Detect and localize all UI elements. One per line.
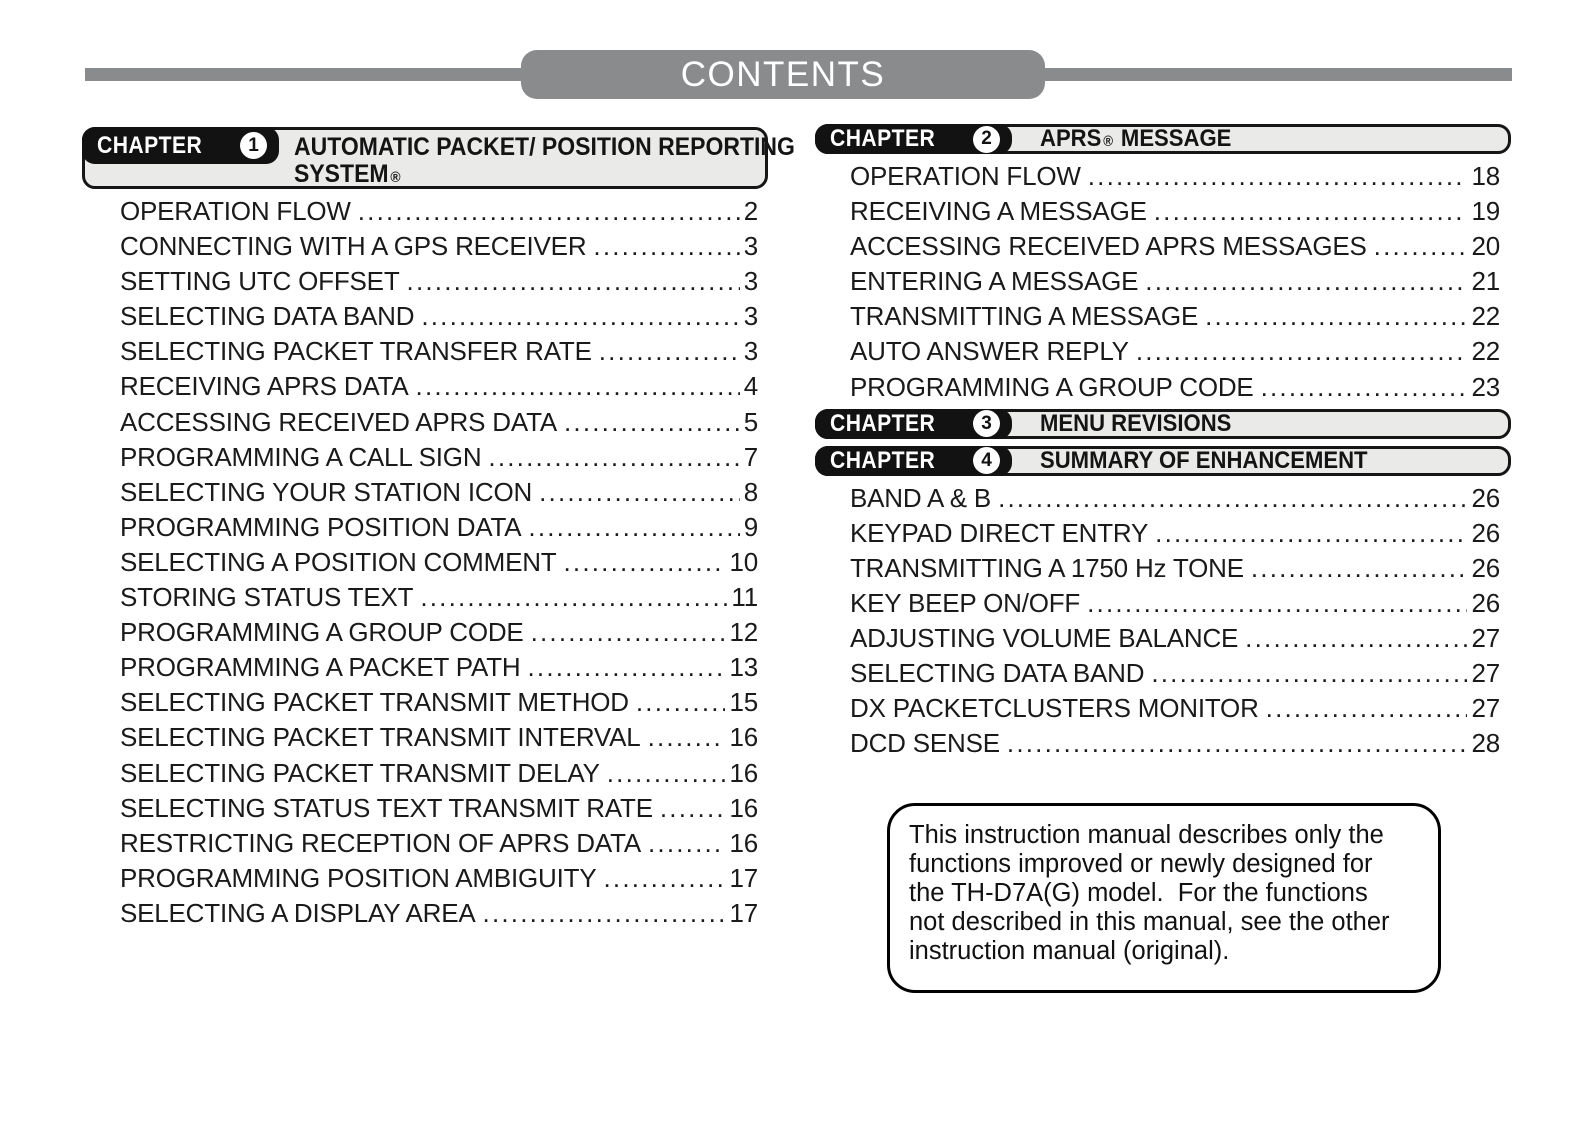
toc-page-number: 10: [729, 546, 758, 577]
toc-entry-label: PROGRAMMING POSITION DATA: [120, 511, 522, 542]
toc-entry: [82, 615, 768, 650]
toc-page-number: 27: [1471, 623, 1500, 654]
toc-entry-label: RECEIVING APRS DATA: [120, 371, 409, 402]
toc-entry-label: STORING STATUS TEXT: [120, 582, 414, 613]
toc-entry-label: SELECTING STATUS TEXT TRANSMIT RATE: [120, 792, 653, 823]
toc-page-number: 17: [729, 897, 758, 928]
toc-entry: [815, 621, 1511, 656]
toc-page-number: 26: [1471, 517, 1500, 548]
chapter-badge-label: CHAPTER: [830, 446, 936, 474]
toc-entry: [815, 159, 1511, 194]
toc-page-number: 27: [1471, 693, 1500, 724]
dot-leader: [416, 369, 740, 404]
toc-entry: [815, 194, 1511, 229]
toc-entry: [82, 826, 768, 861]
toc-entry-label: RESTRICTING RECEPTION OF APRS DATA: [120, 827, 641, 858]
toc-entry-label: KEYPAD DIRECT ENTRY: [850, 517, 1149, 548]
chapter-4-badge: [815, 446, 1012, 476]
toc-entry: [815, 726, 1511, 761]
dot-leader: [564, 405, 740, 440]
toc-entry-label: SELECTING A DISPLAY AREA: [120, 897, 476, 928]
toc-entry: [82, 685, 768, 720]
chapter-1-title-line2: [294, 161, 795, 191]
toc-entry: [82, 791, 768, 826]
toc-page-number: 21: [1471, 266, 1500, 297]
toc-entry: [815, 264, 1511, 299]
toc-entry-label: TRANSMITTING A 1750 Hz TONE: [850, 552, 1244, 583]
toc-page-number: 4: [743, 371, 758, 402]
registered-trademark-icon: ®: [1103, 134, 1113, 150]
dot-leader: [1374, 229, 1468, 264]
dot-leader: [593, 229, 739, 264]
toc-page-number: 22: [1471, 301, 1500, 332]
chapter-1-title-line1: AUTOMATIC PACKET/ POSITION REPORTING: [294, 133, 795, 161]
toc-entry: [82, 229, 768, 264]
toc-entry: [815, 229, 1511, 264]
toc-entry-label: SELECTING YOUR STATION ICON: [120, 476, 533, 507]
toc-entry-label: SELECTING PACKET TRANSMIT DELAY: [120, 757, 600, 788]
toc-entry-label: SELECTING DATA BAND: [120, 301, 415, 332]
toc-entry: [82, 475, 768, 510]
dot-leader: [539, 475, 740, 510]
toc-entry-label: TRANSMITTING A MESSAGE: [850, 301, 1199, 332]
toc-entry: [82, 369, 768, 404]
toc-page-number: 19: [1471, 196, 1500, 227]
toc-page-number: 26: [1471, 552, 1500, 583]
toc-entry: [82, 194, 768, 229]
dot-leader: [531, 615, 726, 650]
toc-entry: [82, 299, 768, 334]
toc-page-number: 13: [729, 652, 758, 683]
dot-leader: [563, 545, 725, 580]
chapter-1-title: [294, 134, 795, 191]
toc-entry-label: SELECTING PACKET TRANSFER RATE: [120, 336, 592, 367]
toc-entry: [82, 580, 768, 615]
chapter-2-title-rest: MESSAGE: [1114, 125, 1232, 152]
dot-leader: [1261, 370, 1468, 405]
dot-leader: [407, 264, 740, 299]
dot-leader: [1136, 334, 1468, 369]
toc-entry-label: SELECTING PACKET TRANSMIT INTERVAL: [120, 722, 641, 753]
dot-leader: [1145, 264, 1467, 299]
dot-leader: [488, 440, 739, 475]
toc-page-number: 2: [743, 196, 758, 226]
toc-entry-label: KEY BEEP ON/OFF: [850, 587, 1081, 618]
note-line: instruction manual (original).: [909, 937, 1230, 966]
toc-entry: [82, 756, 768, 791]
dot-leader: [648, 720, 726, 755]
toc-entry-label: BAND A & B: [850, 482, 992, 513]
toc-entry-label: OPERATION FLOW: [120, 196, 351, 226]
toc-entry-label: SELECTING PACKET TRANSMIT METHOD: [120, 687, 629, 718]
toc-entry-label: DCD SENSE: [850, 728, 1000, 759]
left-column: [82, 127, 795, 931]
toc-page-number: 11: [731, 582, 758, 613]
dot-leader: [648, 826, 726, 861]
chapter-4-header-box: [815, 446, 1511, 476]
chapter-2-entries: [815, 159, 1511, 405]
toc-entry: [82, 896, 768, 931]
toc-page-number: 7: [743, 441, 758, 472]
dot-leader: [358, 194, 740, 229]
dot-leader: [483, 896, 726, 931]
chapter-number: 4: [981, 449, 992, 471]
chapter-1-header-box: [82, 127, 795, 189]
dot-leader: [604, 861, 726, 896]
registered-trademark-icon: ®: [390, 169, 401, 186]
dot-leader: [599, 334, 740, 369]
toc-page-number: 22: [1471, 336, 1500, 367]
toc-entry: [815, 516, 1511, 551]
chapter-2-badge: [815, 124, 1012, 154]
dot-leader: [998, 481, 1467, 516]
toc-entry: [815, 481, 1511, 516]
toc-entry: [815, 299, 1511, 334]
toc-page-number: 16: [729, 722, 758, 753]
toc-page-number: 5: [743, 406, 758, 437]
note-box: [887, 803, 1441, 993]
chapter-badge-label: CHAPTER: [830, 125, 936, 152]
toc-page-number: 3: [743, 336, 758, 367]
toc-page-number: 26: [1471, 587, 1500, 618]
chapter-number-circle: [240, 132, 267, 159]
chapter-2-title-text: APRS: [1040, 125, 1102, 152]
dot-leader: [1151, 656, 1467, 691]
dot-leader: [607, 756, 726, 791]
dot-leader: [1251, 551, 1468, 586]
toc-entry-label: OPERATION FLOW: [850, 161, 1081, 191]
toc-entry-label: ACCESSING RECEIVED APRS DATA: [120, 406, 557, 437]
toc-page-number: 27: [1471, 658, 1500, 689]
toc-page-number: 20: [1471, 231, 1500, 262]
toc-entry: [82, 720, 768, 755]
toc-page-number: 15: [729, 687, 758, 718]
dot-leader: [1245, 621, 1467, 656]
dot-leader: [1266, 691, 1468, 726]
toc-entry-label: SELECTING DATA BAND: [850, 658, 1145, 689]
dot-leader: [527, 650, 725, 685]
toc-entry-label: ADJUSTING VOLUME BALANCE: [850, 623, 1239, 654]
toc-entry-label: PROGRAMMING A CALL SIGN: [120, 441, 482, 472]
right-column: [815, 124, 1511, 993]
chapter-badge-label: CHAPTER: [830, 409, 936, 437]
dot-leader: [528, 510, 739, 545]
toc-entry-label: ENTERING A MESSAGE: [850, 266, 1139, 297]
toc-page-number: 17: [729, 862, 758, 893]
toc-entry-label: SELECTING A POSITION COMMENT: [120, 546, 557, 577]
toc-entry-label: AUTO ANSWER REPLY: [850, 336, 1129, 367]
chapter-number: 3: [981, 412, 992, 434]
dot-leader: [1205, 299, 1467, 334]
toc-entry: [815, 656, 1511, 691]
toc-entry: [82, 510, 768, 545]
toc-page-number: 3: [743, 266, 758, 297]
chapter-2-header-box: [815, 124, 1511, 154]
note-line: functions improved or newly designed for: [909, 850, 1373, 879]
dot-leader: [1154, 194, 1468, 229]
note-line: the TH-D7A(G) model. For the functions: [909, 879, 1368, 908]
toc-entry: [82, 440, 768, 475]
chapter-1-entries: [82, 194, 768, 931]
toc-entry-label: RECEIVING A MESSAGE: [850, 196, 1147, 227]
chapter-badge-label: CHAPTER: [97, 131, 203, 159]
toc-entry-label: PROGRAMMING A GROUP CODE: [120, 617, 524, 648]
toc-entry: [82, 334, 768, 369]
toc-entry: [815, 586, 1511, 621]
toc-entry-label: CONNECTING WITH A GPS RECEIVER: [120, 231, 587, 262]
dot-leader: [1087, 586, 1467, 621]
toc-entry: [82, 650, 768, 685]
chapter-number: 1: [248, 134, 259, 156]
note-line: not described in this manual, see the other: [909, 908, 1390, 937]
toc-page-number: 16: [729, 757, 758, 788]
toc-page-number: 23: [1471, 371, 1500, 402]
toc-page-number: 3: [743, 231, 758, 262]
chapter-4-entries: [815, 481, 1511, 762]
chapter-number-circle: [973, 410, 1000, 437]
toc-page-number: 9: [743, 511, 758, 542]
toc-entry-label: PROGRAMMING A PACKET PATH: [120, 652, 521, 683]
page-title: CONTENTS: [521, 50, 1045, 99]
toc-page-number: 16: [729, 827, 758, 858]
toc-entry: [82, 405, 768, 440]
dot-leader: [1155, 516, 1467, 551]
toc-entry: [815, 551, 1511, 586]
toc-page-number: 8: [743, 476, 758, 507]
toc-entry-label: DX PACKETCLUSTERS MONITOR: [850, 693, 1259, 724]
dot-leader: [1088, 159, 1468, 194]
chapter-4-title: SUMMARY OF ENHANCEMENT: [1040, 446, 1368, 474]
chapter-1-title-line2-text: SYSTEM: [294, 160, 389, 188]
toc-entry: [82, 264, 768, 299]
chapter-3-title: MENU REVISIONS: [1040, 409, 1232, 437]
toc-page-number: 18: [1471, 161, 1500, 191]
note-line: This instruction manual describes only the: [909, 821, 1384, 850]
toc-entry: [815, 691, 1511, 726]
dot-leader: [421, 299, 739, 334]
chapter-number-circle: [973, 447, 1000, 474]
toc-entry: [815, 370, 1511, 405]
toc-page-number: 16: [729, 792, 758, 823]
chapter-number: 2: [981, 128, 992, 149]
toc-page-number: 3: [743, 301, 758, 332]
chapter-number-circle: [973, 126, 1000, 153]
chapter-3-badge: [815, 409, 1012, 439]
toc-entry-label: PROGRAMMING POSITION AMBIGUITY: [120, 862, 597, 893]
toc-page-number: 12: [729, 617, 758, 648]
chapter-2-title: [1040, 127, 1248, 151]
dot-leader: [660, 791, 726, 826]
chapter-1-badge: [82, 127, 279, 164]
toc-entry-label: PROGRAMMING A GROUP CODE: [850, 371, 1254, 402]
toc-entry: [815, 334, 1511, 369]
dot-leader: [636, 685, 726, 720]
toc-entry: [82, 545, 768, 580]
dot-leader: [1007, 726, 1468, 761]
toc-page-number: 28: [1471, 728, 1500, 759]
toc-page-number: 26: [1471, 482, 1500, 513]
dot-leader: [420, 580, 727, 615]
chapter-3-header-box: [815, 409, 1511, 439]
toc-entry-label: ACCESSING RECEIVED APRS MESSAGES: [850, 231, 1367, 262]
toc-entry: [82, 861, 768, 896]
toc-entry-label: SETTING UTC OFFSET: [120, 266, 400, 297]
